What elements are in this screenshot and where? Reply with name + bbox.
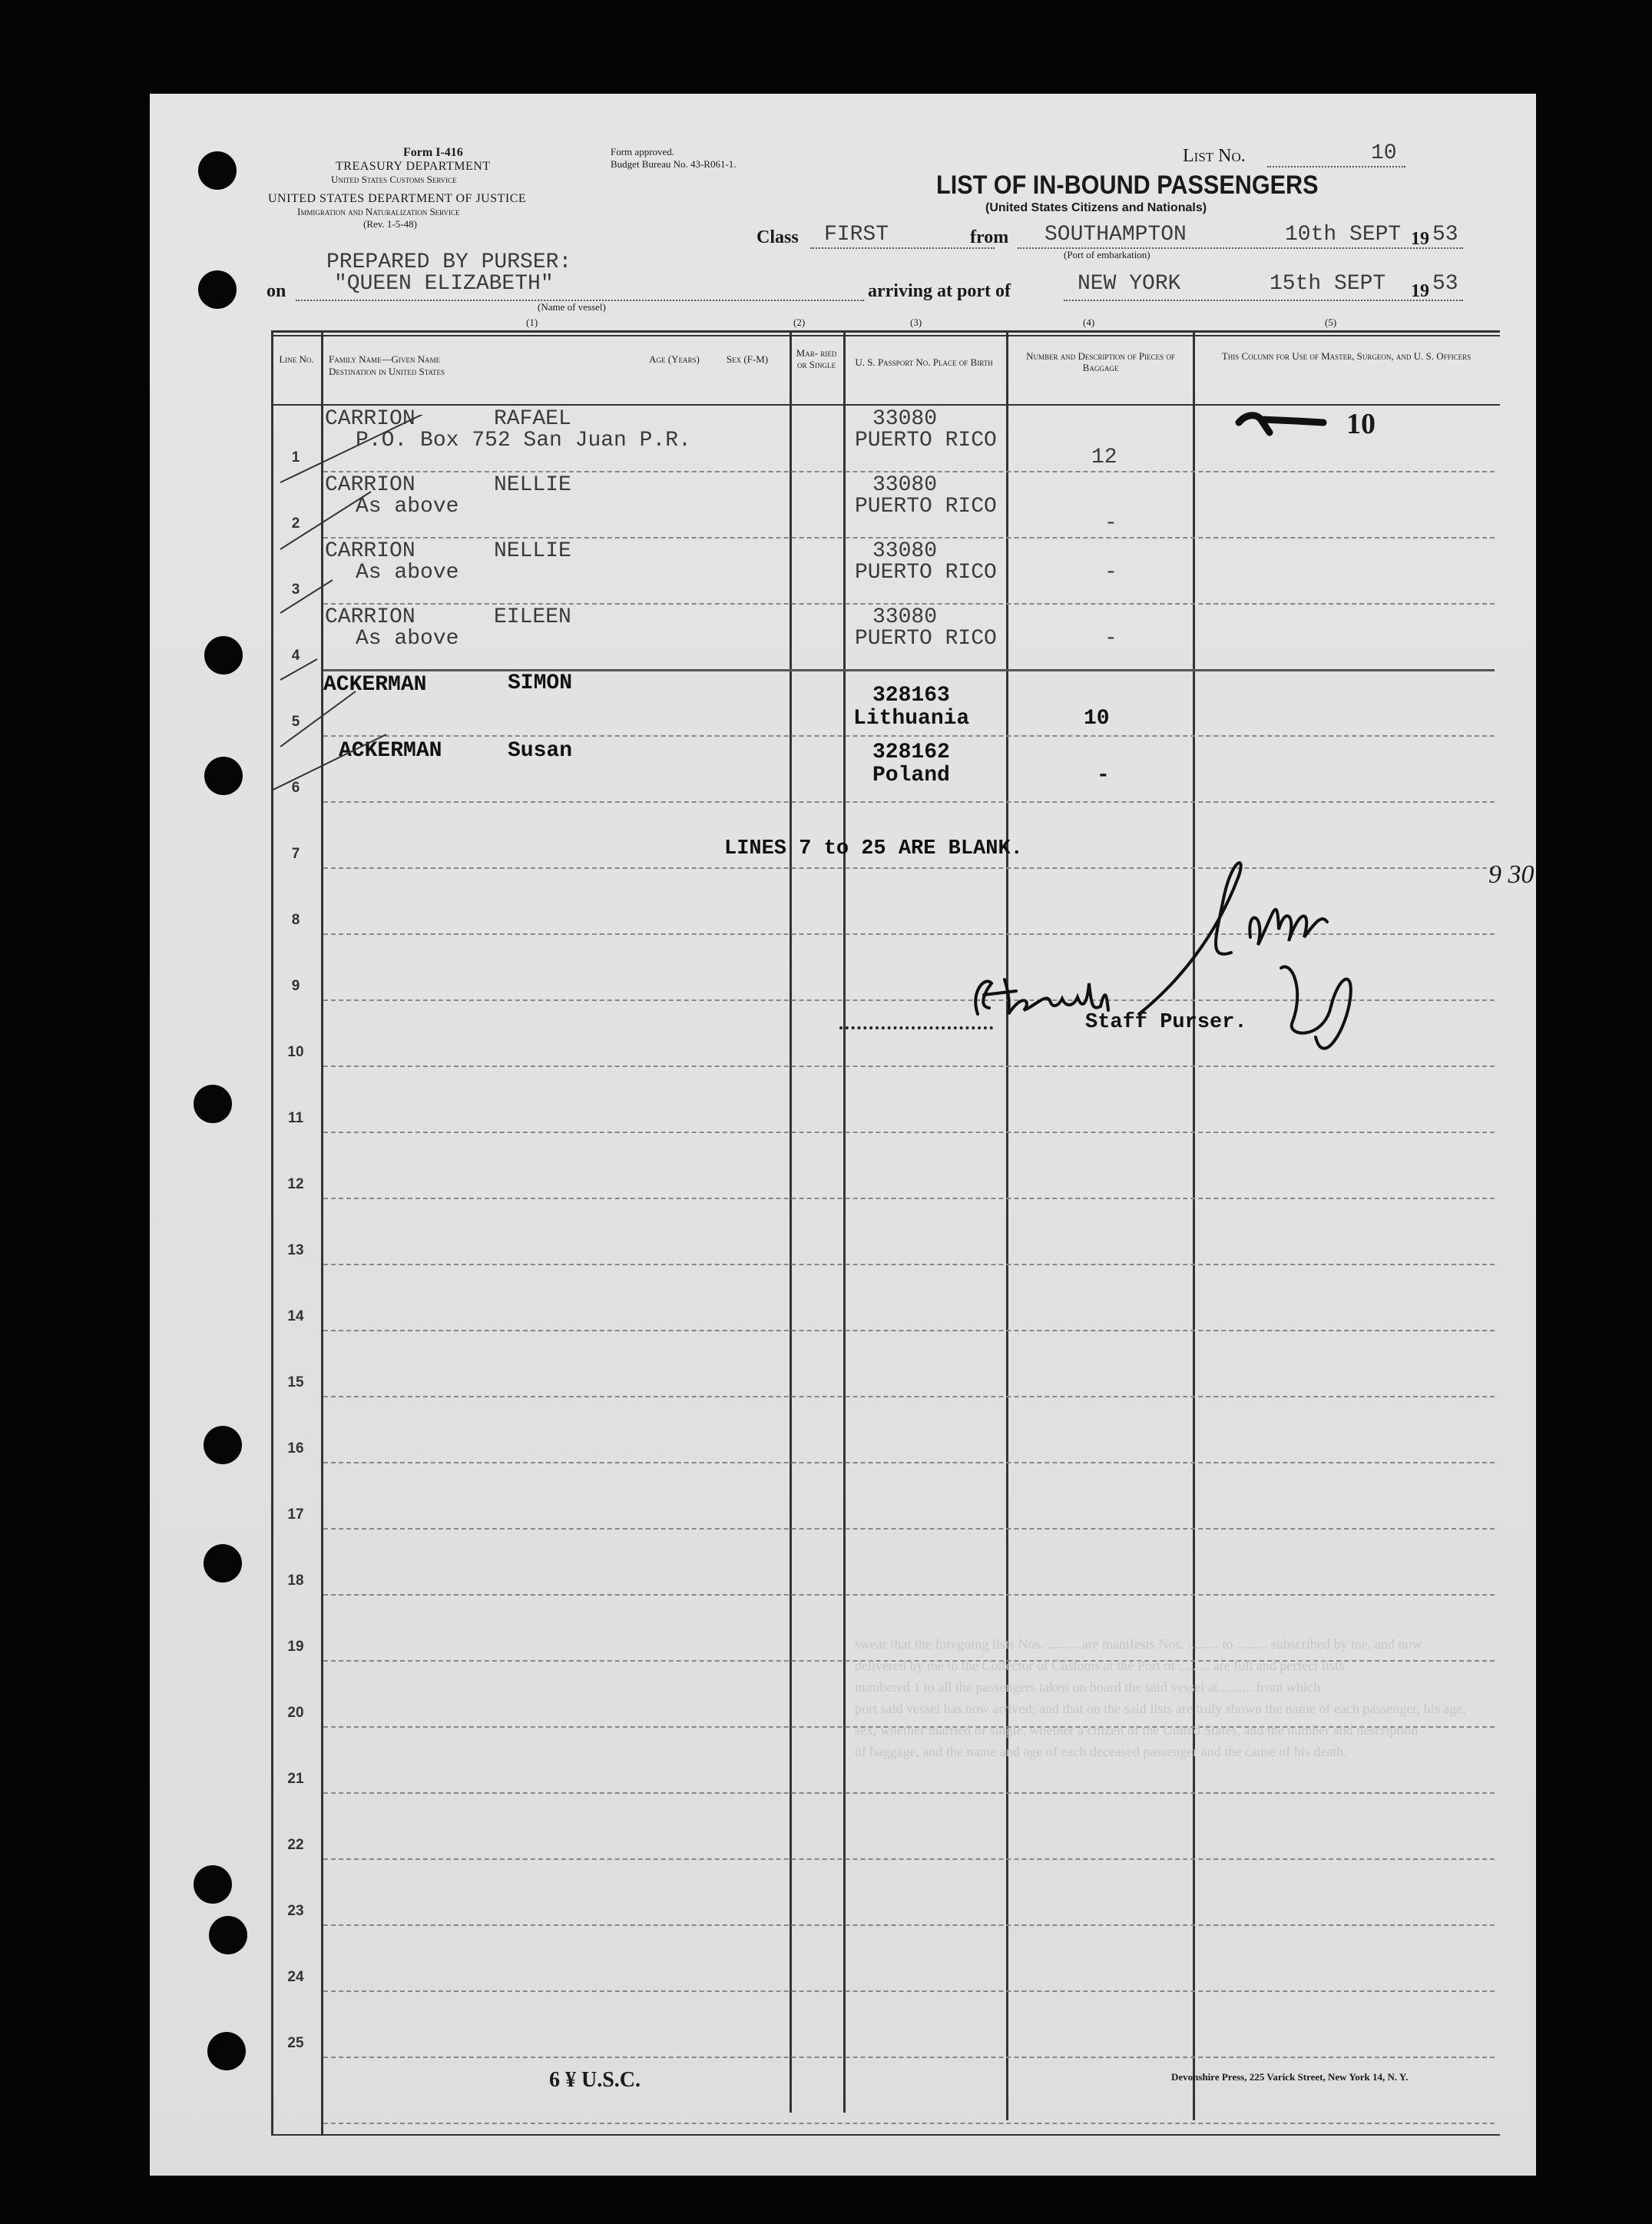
passport-number: 33080 bbox=[872, 539, 938, 563]
line-number: 1 bbox=[291, 449, 300, 466]
header-officers: This Column for Use of Master, Surgeon, and U. S. Officers bbox=[1221, 350, 1472, 362]
line-number: 6 bbox=[291, 780, 300, 796]
binder-hole bbox=[204, 1426, 242, 1464]
header-age: Age (Years) bbox=[649, 353, 700, 365]
family-name: ACKERMAN bbox=[339, 739, 442, 763]
header-sex: Sex (F-M) bbox=[726, 353, 769, 365]
customs-service: United States Customs Service bbox=[331, 174, 457, 185]
binder-hole bbox=[204, 636, 243, 674]
bleed-through-text: numbered 1 to all the passengers taken on board the said vessel at ......... from which bbox=[855, 1679, 1320, 1695]
line-number: 8 bbox=[291, 912, 300, 928]
bleed-through-text: of baggage, and the name and age of each deceased passenger and the cause of his death. bbox=[855, 1744, 1347, 1759]
from-label: from bbox=[970, 227, 1009, 247]
arriving-label: arriving at port of bbox=[868, 281, 1011, 301]
binder-hole bbox=[198, 151, 237, 190]
given-name: SIMON bbox=[508, 671, 573, 695]
depart-year: 53 bbox=[1432, 223, 1458, 247]
bleed-through-text: sex, whether married or single, whether a citizen of the United States, and the number and description bbox=[855, 1722, 1419, 1738]
passport-number: 33080 bbox=[872, 473, 938, 497]
pencil-strike-marks bbox=[271, 415, 455, 799]
line-number: 17 bbox=[287, 1506, 304, 1523]
passenger-table bbox=[271, 330, 1534, 2136]
passport-number: 33080 bbox=[872, 605, 938, 629]
arrive-year: 53 bbox=[1432, 272, 1458, 296]
baggage-count: - bbox=[1104, 561, 1117, 585]
birthplace: Lithuania bbox=[853, 707, 970, 731]
binder-hole bbox=[194, 1085, 232, 1123]
line-number: 16 bbox=[287, 1440, 304, 1457]
officer-check-mark bbox=[1231, 406, 1346, 444]
blank-lines-note: LINES 7 to 25 ARE BLANK. bbox=[724, 837, 1023, 860]
bleed-through-text: port said vessel has now arrived; and that on the said lists are truly shown the name of each passenger, his age, bbox=[855, 1701, 1466, 1716]
binder-hole bbox=[207, 2032, 246, 2070]
given-name: NELLIE bbox=[494, 473, 571, 497]
given-name: NELLIE bbox=[494, 539, 571, 563]
line-number: 18 bbox=[287, 1573, 304, 1589]
list-no: 10 bbox=[1371, 141, 1397, 165]
birthplace: Poland bbox=[872, 764, 950, 787]
line-number: 15 bbox=[287, 1374, 304, 1390]
bleed-through-text: swear that the foregoing lists Nos. ......... are manifests Nos. ......... to ......... subscribed by me, and now bbox=[855, 1636, 1422, 1652]
passport-number: 33080 bbox=[872, 407, 938, 431]
col-number-2: (2) bbox=[793, 317, 806, 328]
family-name: CARRION bbox=[325, 473, 415, 497]
baggage-count: 10 bbox=[1084, 707, 1110, 731]
header-baggage: Number and Description of Pieces of Baggage bbox=[1026, 350, 1175, 373]
header-family-name: Family Name—Given Name bbox=[329, 353, 440, 365]
on-label: on bbox=[267, 281, 286, 301]
class-value: FIRST bbox=[824, 223, 889, 247]
line-number: 22 bbox=[287, 1837, 304, 1853]
class-label: Class bbox=[756, 227, 799, 247]
baggage-count: - bbox=[1104, 512, 1117, 535]
prepared-by: PREPARED BY PURSER: bbox=[326, 250, 572, 274]
form-approved: Form approved. bbox=[611, 146, 675, 157]
binder-hole bbox=[194, 1865, 232, 1904]
line-number: 4 bbox=[291, 648, 300, 664]
officer-mark: 10 bbox=[1346, 408, 1376, 440]
depart-year-prefix: 19 bbox=[1411, 229, 1429, 249]
binder-hole bbox=[209, 1916, 247, 1954]
arrive-date: 15th SEPT bbox=[1270, 272, 1386, 296]
col-number-3: (3) bbox=[910, 317, 922, 328]
destination: As above bbox=[356, 561, 459, 585]
revision: (Rev. 1-5-48) bbox=[363, 218, 417, 230]
passport-number: 328163 bbox=[872, 684, 950, 708]
line-number: 23 bbox=[287, 1903, 304, 1919]
family-name: ACKERMAN bbox=[323, 673, 427, 697]
line-number: 12 bbox=[287, 1176, 304, 1192]
given-name: EILEEN bbox=[494, 605, 571, 629]
line-number: 11 bbox=[287, 1110, 304, 1126]
baggage-count: 12 bbox=[1091, 446, 1117, 469]
baggage-count: - bbox=[1104, 627, 1117, 651]
port-embark-label: (Port of embarkation) bbox=[1064, 249, 1150, 260]
bleed-through-text: delivered by me to the Collector of Customs at the Port of ......... are full and perfect lists bbox=[855, 1658, 1344, 1673]
budget-bureau: Budget Bureau No. 43-R061-1. bbox=[611, 158, 737, 170]
birthplace: PUERTO RICO bbox=[855, 429, 997, 452]
col-number-1: (1) bbox=[526, 317, 538, 328]
officer-signature bbox=[1131, 845, 1392, 1060]
form-title: LIST OF IN-BOUND PASSENGERS bbox=[936, 171, 1319, 200]
footer-code: 6 ¥ U.S.C. bbox=[549, 2068, 641, 2092]
birthplace: PUERTO RICO bbox=[855, 561, 997, 585]
line-number: 3 bbox=[291, 582, 300, 598]
line-number: 7 bbox=[291, 846, 300, 862]
header-destination: Destination in United States bbox=[329, 366, 445, 377]
family-name: CARRION bbox=[325, 407, 415, 431]
line-number: 10 bbox=[287, 1044, 304, 1060]
given-name: RAFAEL bbox=[494, 407, 571, 431]
vessel-label: (Name of vessel) bbox=[538, 301, 606, 313]
margin-note: 9 30 bbox=[1488, 860, 1534, 889]
binder-hole bbox=[204, 1544, 242, 1583]
header-passport: U. S. Passport No. Place of Birth bbox=[855, 356, 993, 368]
line-number: 21 bbox=[287, 1771, 304, 1787]
treasury-department: TREASURY DEPARTMENT bbox=[336, 160, 491, 173]
destination: P.O. Box 752 San Juan P.R. bbox=[356, 429, 691, 452]
header-married: Mar- ried or Single bbox=[796, 347, 837, 370]
col-number-4: (4) bbox=[1083, 317, 1095, 328]
form-sheet bbox=[150, 94, 1536, 2176]
list-no-label: List No. bbox=[1183, 146, 1246, 166]
arrive-port: NEW YORK bbox=[1078, 272, 1181, 296]
depart-date: 10th SEPT bbox=[1285, 223, 1402, 247]
staff-purser-label: Staff Purser. bbox=[1085, 1011, 1247, 1034]
printer-credit: Devonshire Press, 225 Varick Street, New York 14, N. Y. bbox=[1171, 2071, 1409, 2083]
given-name: Susan bbox=[508, 739, 573, 763]
line-number: 24 bbox=[287, 1969, 304, 1985]
form-number: Form I-416 bbox=[403, 146, 463, 159]
destination: As above bbox=[356, 495, 459, 519]
vessel-name: "QUEEN ELIZABETH" bbox=[334, 272, 554, 296]
birthplace: PUERTO RICO bbox=[855, 627, 997, 651]
line-number: 2 bbox=[291, 515, 300, 532]
col-number-5: (5) bbox=[1325, 317, 1337, 328]
birthplace: PUERTO RICO bbox=[855, 495, 997, 519]
arrive-year-prefix: 19 bbox=[1411, 281, 1429, 301]
line-number: 14 bbox=[287, 1308, 304, 1324]
line-number: 25 bbox=[287, 2035, 304, 2051]
binder-hole bbox=[204, 757, 243, 795]
baggage-count: - bbox=[1097, 764, 1110, 787]
line-number: 13 bbox=[287, 1242, 304, 1258]
passport-number: 328162 bbox=[872, 741, 950, 764]
header-line-no: Line No. bbox=[279, 353, 314, 365]
line-number: 20 bbox=[287, 1705, 304, 1721]
ins-label: Immigration and Naturalization Service bbox=[297, 206, 460, 217]
form-subtitle: (United States Citizens and Nationals) bbox=[985, 201, 1207, 214]
justice-department: UNITED STATES DEPARTMENT OF JUSTICE bbox=[268, 192, 527, 205]
family-name: CARRION bbox=[325, 539, 415, 563]
family-name: CARRION bbox=[325, 605, 415, 629]
destination: As above bbox=[356, 627, 459, 651]
from-value: SOUTHAMPTON bbox=[1045, 223, 1187, 247]
binder-hole bbox=[198, 270, 237, 309]
line-number: 19 bbox=[287, 1639, 304, 1655]
line-number: 9 bbox=[291, 978, 300, 994]
line-number: 5 bbox=[291, 714, 300, 730]
